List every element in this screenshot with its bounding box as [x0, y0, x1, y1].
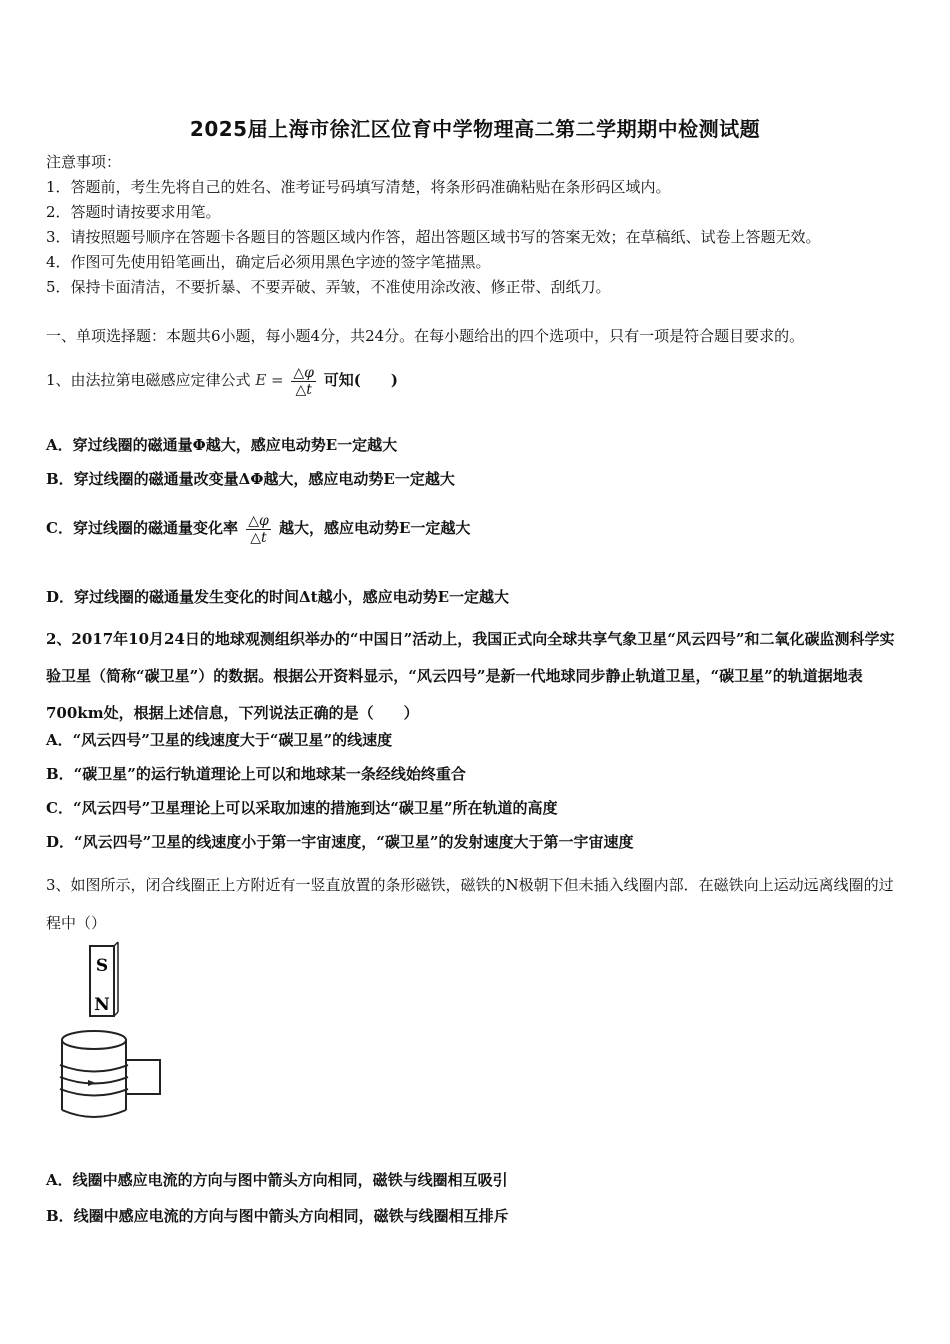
fraction-numerator: △φ	[248, 512, 269, 529]
option-c-fraction	[246, 513, 271, 546]
q1-formula-fraction	[291, 365, 316, 398]
page-title: 2025届上海市徐汇区位育中学物理高二第二学期期中检测试题	[189, 117, 761, 141]
fraction-numerator: △φ	[293, 364, 314, 381]
q3-option-b: B．线圈中感应电流的方向与图中箭头方向相同，磁铁与线圈相互排斥	[46, 1207, 509, 1225]
magnet-pole-bottom: N	[94, 995, 110, 1015]
q1-suffix: 可知( )	[323, 371, 398, 389]
q1-formula-lhs: E =	[255, 371, 284, 389]
q1-stem	[46, 360, 398, 400]
magnet-pole-top: S	[95, 956, 109, 976]
q2-option-b: B．“碳卫星”的运行轨道理论上可以和地球某一条经线始终重合	[46, 765, 466, 783]
closed-coil	[60, 1031, 160, 1117]
q1-option-a: A．穿过线圈的磁通量Φ越大，感应电动势E一定越大	[46, 436, 398, 454]
magnet-coil-diagram	[52, 940, 167, 1125]
notice-item: 4．作图可先使用铅笔画出，确定后必须用黑色字迹的签字笔描黑。	[46, 253, 491, 271]
q2-option-a: A．“风云四号”卫星的线速度大于“碳卫星”的线速度	[46, 731, 393, 749]
option-c-prefix: C．穿过线圈的磁通量变化率	[46, 519, 238, 537]
fraction-denominator: △t	[250, 529, 267, 546]
section-heading: 一、单项选择题：本题共6小题，每小题4分，共24分。在每小题给出的四个选项中，只有一项是符合题目要求的。	[46, 327, 805, 345]
current-arrow-icon	[88, 1080, 96, 1086]
notice-heading: 注意事项：	[46, 153, 122, 171]
q1-option-b: B．穿过线圈的磁通量改变量ΔΦ越大，感应电动势E一定越大	[46, 470, 455, 488]
q3-stem: 3、如图所示，闭合线圈正上方附近有一竖直放置的条形磁铁，磁铁的N极朝下但未插入线圈内部．在磁铁向上运动远离线圈的过程中（）	[46, 876, 894, 932]
q1-prefix: 1、由法拉第电磁感应定律公式	[46, 371, 251, 389]
fraction-denominator: △t	[295, 381, 312, 398]
notice-item: 3．请按照题号顺序在答题卡各题目的答题区域内作答，超出答题区域书写的答案无效；在草稿纸、试卷上答题无效。	[46, 228, 821, 246]
q1-option-c	[46, 508, 470, 548]
q2-option-c: C．“风云四号”卫星理论上可以采取加速的措施到达“碳卫星”所在轨道的高度	[46, 799, 558, 817]
option-c-suffix: 越大，感应电动势E一定越大	[279, 519, 471, 537]
q2-option-d: D．“风云四号”卫星的线速度小于第一宇宙速度，“碳卫星”的发射速度大于第一宇宙速度	[46, 833, 634, 851]
notice-item: 2．答题时请按要求用笔。	[46, 203, 221, 221]
notice-item: 5．保持卡面清洁，不要折暴、不要弄破、弄皱，不准使用涂改液、修正带、刮纸刀。	[46, 278, 611, 296]
notice-item: 1．答题前，考生先将自己的姓名、准考证号码填写清楚，将条形码准确粘贴在条形码区域内。	[46, 178, 671, 196]
q2-stem: 2、2017年10月24日的地球观测组织举办的“中国日”活动上，我国正式向全球共享气象卫星“风云四号”和二氧化碳监测科学实验卫星（简称“碳卫星”）的数据。根据公开资料显示，“风云四号”是新一代地球同步静止轨道卫星，“碳卫星”的轨道据地表700km处，根据上述信息，下列说法正确的是（ ）	[46, 630, 895, 722]
q1-option-d: D．穿过线圈的磁通量发生变化的时间Δt越小，感应电动势E一定越大	[46, 588, 510, 606]
q3-option-a: A．线圈中感应电流的方向与图中箭头方向相同，磁铁与线圈相互吸引	[46, 1171, 508, 1189]
